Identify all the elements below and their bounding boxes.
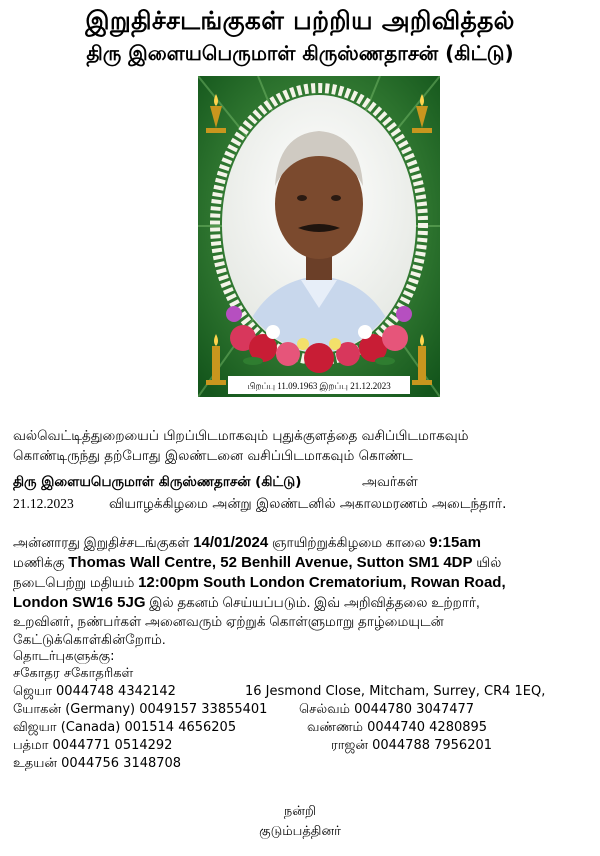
funeral-intro-text: அன்னாரது இறுதிச்சடங்குகள்	[13, 535, 190, 550]
contact-right-1: செல்வம் 0044780 3047477	[299, 702, 475, 717]
afternoon-text: நடைபெற்று மதியம்	[13, 575, 135, 590]
page-title: இறுதிச்சடங்குகள் பற்றிய அறிவித்தல்	[85, 6, 515, 35]
funeral-line-1	[13, 534, 481, 553]
deceased-name-heading: திரு இளையபெருமாள் கிருஸ்ணதாசன் (கிட்டு)	[86, 41, 514, 65]
contact-left-1: ஜெயா 0044748 4342142	[13, 684, 176, 699]
photo-caption: பிறப்பு 11.09.1963 இறப்பு 21.12.2023	[247, 381, 391, 391]
funeral-line-6: கேட்டுக்கொள்கின்றோம்.	[13, 632, 166, 647]
family-signoff: குடும்பத்தினர்	[259, 824, 341, 839]
contact-left-4: பத்மா 0044771 0514292	[13, 738, 173, 753]
at-time-text: மணிக்கு	[13, 555, 65, 570]
siblings-heading: சகோதர சகோதரிகள்	[13, 666, 134, 681]
funeral-day-text: ஞாயிற்றுக்கிழமை காலை	[272, 535, 426, 550]
crematorium-postcode: London SW16 5JG	[13, 594, 146, 611]
death-date: 21.12.2023	[13, 496, 74, 511]
at-venue-text: யில்	[476, 555, 502, 570]
contact-address: 16 Jesmond Close, Mitcham, Surrey, CR4 1EQ,	[245, 684, 546, 699]
honorific: அவர்கள்	[362, 474, 418, 490]
memorial-photo	[198, 76, 440, 397]
funeral-line-5: உறவினர், நண்பர்கள் அனைவரும் ஏற்றுக் கொள்ளுமாறு தாழ்மையுடன்	[13, 614, 444, 629]
intro-line-1: வல்வெட்டித்துறையைப் பிறப்பிடமாகவும் புதுக்குளத்தை வசிப்பிடமாகவும்	[13, 428, 469, 444]
crematorium-venue: 12:00pm South London Crematorium, Rowan Road,	[138, 574, 506, 591]
deceased-name: திரு இளையபெருமாள் கிருஸ்ணதாசன் (கிட்டு)	[13, 474, 302, 490]
funeral-venue: Thomas Wall Centre, 52 Benhill Avenue, Sutton SM1 4DP	[68, 554, 473, 571]
intro-line-2: கொண்டிருந்து தற்போது இலண்டனை வசிப்பிடமாகவும் கொண்ட	[13, 448, 413, 464]
contact-left-5: உதயன் 0044756 3148708	[13, 756, 182, 771]
funeral-date: 14/01/2024	[193, 534, 269, 551]
funeral-time: 9:15am	[429, 534, 481, 551]
contact-right-3: ராஜன் 0044788 7956201	[331, 738, 493, 753]
thanks: நன்றி	[283, 804, 317, 819]
contact-right-2: வண்ணம் 0044740 4280895	[307, 720, 488, 735]
contact-left-3: விஜயா (Canada) 001514 4656205	[13, 720, 237, 735]
cremation-text: இல் தகனம் செய்யப்படும். இவ் அறிவித்தலை உற்றார்,	[149, 595, 480, 610]
death-text: வியாழக்கிழமை அன்று இலண்டனில் அகாலமரணம் அடைந்தார்.	[109, 496, 507, 512]
funeral-line-4	[13, 594, 480, 613]
contact-left-2: யோகன் (Germany) 0049157 33855401	[13, 702, 268, 717]
contacts-heading: தொடர்புகளுக்கு:	[13, 649, 115, 664]
funeral-line-3	[13, 574, 506, 593]
funeral-line-2	[13, 554, 501, 573]
